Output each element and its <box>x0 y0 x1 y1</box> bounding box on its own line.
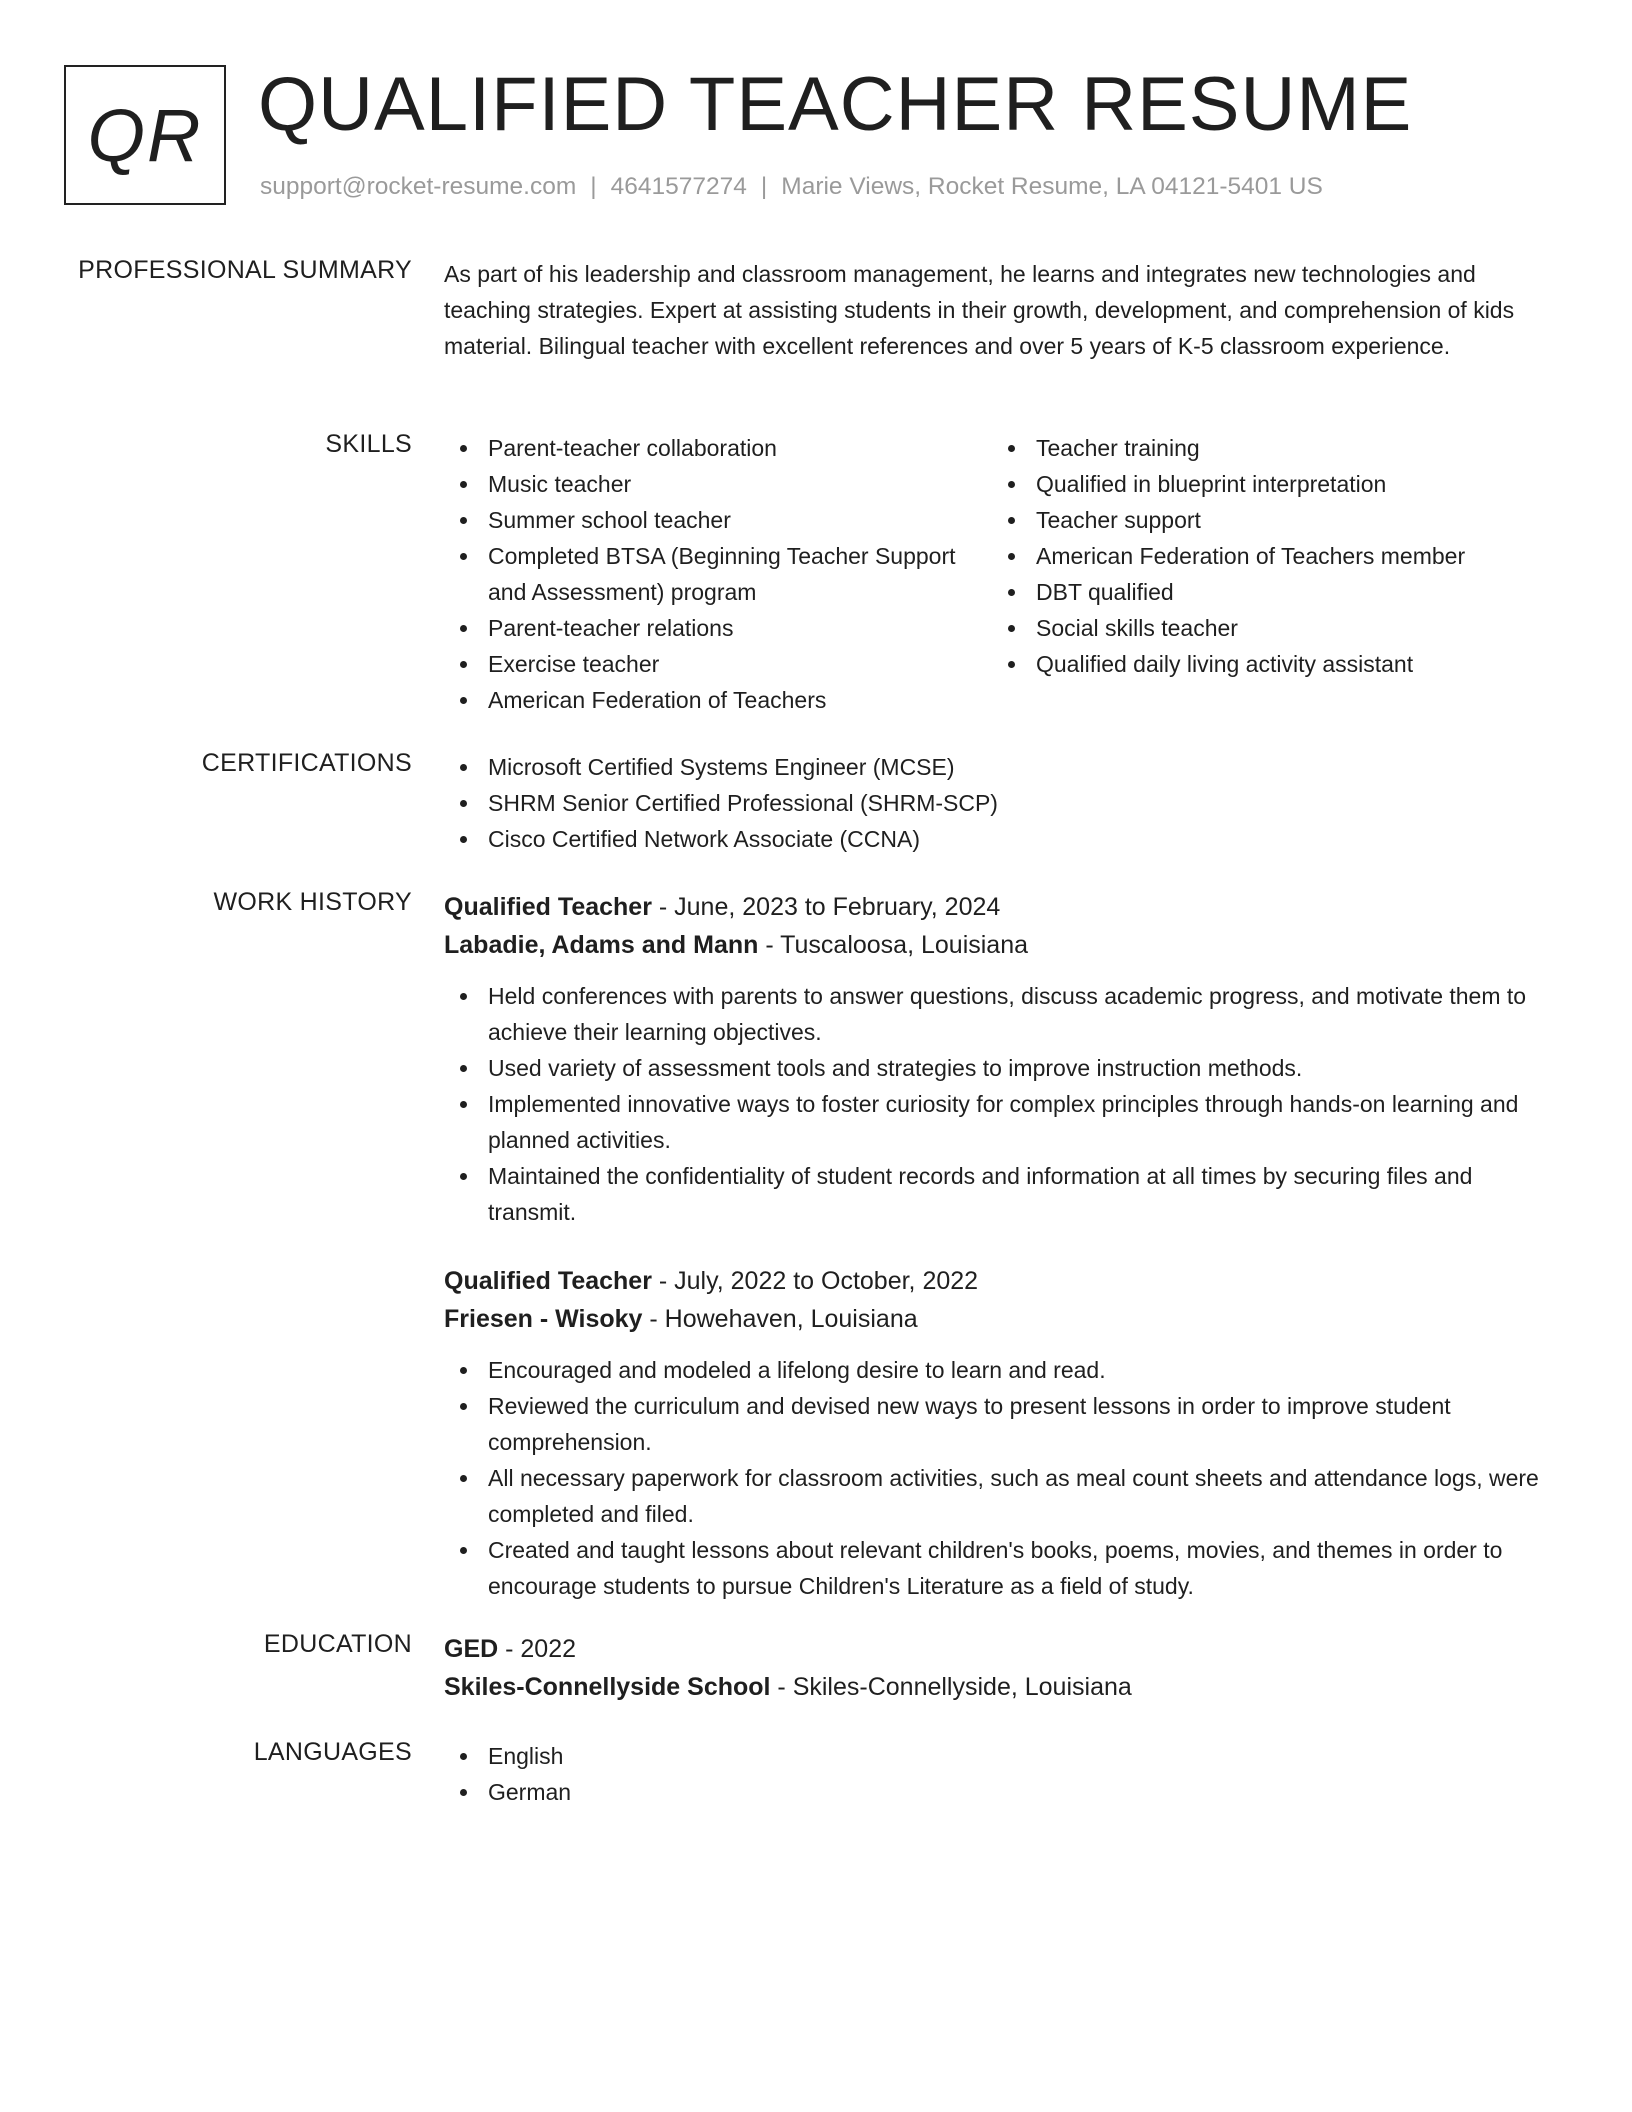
education-year: - 2022 <box>498 1635 577 1663</box>
job-dates: - July, 2022 to October, 2022 <box>651 1267 979 1295</box>
language-item: German <box>444 1774 1566 1810</box>
certification-item: Microsoft Certified Systems Engineer (MCSE) <box>444 749 1566 785</box>
job-bullet: Created and taught lessons about relevant children's books, poems, movies, and themes in order to encourage students to pursue Children's Literature as a field of study. <box>444 1532 1566 1604</box>
job-company-line <box>444 926 1566 964</box>
resume-title: QUALIFIED TEACHER RESUME <box>258 62 1413 147</box>
certification-item: Cisco Certified Network Associate (CCNA) <box>444 821 1566 857</box>
skill-item: Qualified daily living activity assistant <box>992 646 1566 682</box>
skills-body <box>444 430 1566 718</box>
section-label-summary: PROFESSIONAL SUMMARY <box>78 256 412 284</box>
education-body <box>444 1630 1566 1706</box>
skill-item: American Federation of Teachers <box>444 682 992 718</box>
contact-email: support@rocket-resume.com <box>260 173 577 200</box>
resume-header <box>64 62 1564 210</box>
skill-item: Teacher support <box>992 502 1566 538</box>
skill-item: Music teacher <box>444 466 992 502</box>
job-bullet: All necessary paperwork for classroom activities, such as meal count sheets and attendance logs, were completed and filed. <box>444 1460 1566 1532</box>
monogram-logo: QR <box>64 65 226 205</box>
skill-item: American Federation of Teachers member <box>992 538 1566 574</box>
job-company: Labadie, Adams and Mann <box>444 931 759 959</box>
section-label-skills: SKILLS <box>325 430 412 458</box>
section-label-work-history: WORK HISTORY <box>213 888 412 916</box>
job-company: Friesen - Wisoky <box>444 1305 643 1333</box>
job-entry <box>444 888 1566 1230</box>
certification-item: SHRM Senior Certified Professional (SHRM-SCP) <box>444 785 1566 821</box>
contact-address: Marie Views, Rocket Resume, LA 04121-5401 US <box>781 173 1323 200</box>
languages-body <box>444 1738 1566 1810</box>
contact-separator: | <box>590 173 597 200</box>
job-title-line <box>444 888 1566 926</box>
job-title-line <box>444 1262 1566 1300</box>
job-location: - Tuscaloosa, Louisiana <box>758 931 1029 959</box>
job-bullet: Held conferences with parents to answer questions, discuss academic progress, and motivate them to achieve their learning objectives. <box>444 978 1566 1050</box>
job-bullet: Maintained the confidentiality of student records and information at all times by securing files and transmit. <box>444 1158 1566 1230</box>
skill-item: Social skills teacher <box>992 610 1566 646</box>
job-title: Qualified Teacher <box>444 1267 652 1295</box>
skills-column-right <box>992 430 1566 718</box>
skill-item: Qualified in blueprint interpretation <box>992 466 1566 502</box>
section-label-education: EDUCATION <box>263 1630 412 1658</box>
job-dates: - June, 2023 to February, 2024 <box>651 893 1001 921</box>
summary-body <box>444 256 1566 364</box>
education-school: Skiles-Connellyside School <box>444 1673 771 1701</box>
skills-column-left <box>444 430 992 718</box>
job-bullets <box>444 978 1566 1230</box>
languages-list <box>444 1738 1566 1810</box>
education-degree-line <box>444 1630 1566 1668</box>
contact-phone: 4641577274 <box>610 173 747 200</box>
skill-item: Completed BTSA (Beginning Teacher Support and Assessment) program <box>444 538 992 610</box>
job-bullet: Encouraged and modeled a lifelong desire to learn and read. <box>444 1352 1566 1388</box>
skill-item: Parent-teacher relations <box>444 610 992 646</box>
education-location: - Skiles-Connellyside, Louisiana <box>770 1673 1132 1701</box>
certifications-body <box>444 749 1566 857</box>
job-entry <box>444 1262 1566 1604</box>
section-label-languages: LANGUAGES <box>253 1738 412 1766</box>
skill-item: DBT qualified <box>992 574 1566 610</box>
job-bullet: Implemented innovative ways to foster curiosity for complex principles through hands-on learning and planned activities. <box>444 1086 1566 1158</box>
job-bullet: Used variety of assessment tools and strategies to improve instruction methods. <box>444 1050 1566 1086</box>
section-label-certifications: CERTIFICATIONS <box>201 749 412 777</box>
job-company-line <box>444 1300 1566 1338</box>
skill-item: Exercise teacher <box>444 646 992 682</box>
certifications-list <box>444 749 1566 857</box>
language-item: English <box>444 1738 1566 1774</box>
education-school-line <box>444 1668 1566 1706</box>
job-bullets <box>444 1352 1566 1604</box>
job-title: Qualified Teacher <box>444 893 652 921</box>
contact-line <box>260 173 1323 201</box>
skill-item: Teacher training <box>992 430 1566 466</box>
work-history-body <box>444 888 1566 1604</box>
job-bullet: Reviewed the curriculum and devised new ways to present lessons in order to improve student comprehension. <box>444 1388 1566 1460</box>
summary-text: As part of his leadership and classroom management, he learns and integrates new technologies and teaching strategies. Expert at assisting students in their growth, development, and comprehension of kids material. Bilingual teacher with excellent references and over 5 years of K-5 classroom experience. <box>444 261 1515 359</box>
skill-item: Parent-teacher collaboration <box>444 430 992 466</box>
skill-item: Summer school teacher <box>444 502 992 538</box>
job-location: - Howehaven, Louisiana <box>642 1305 918 1333</box>
education-degree: GED <box>444 1635 499 1663</box>
contact-separator: | <box>760 173 768 200</box>
